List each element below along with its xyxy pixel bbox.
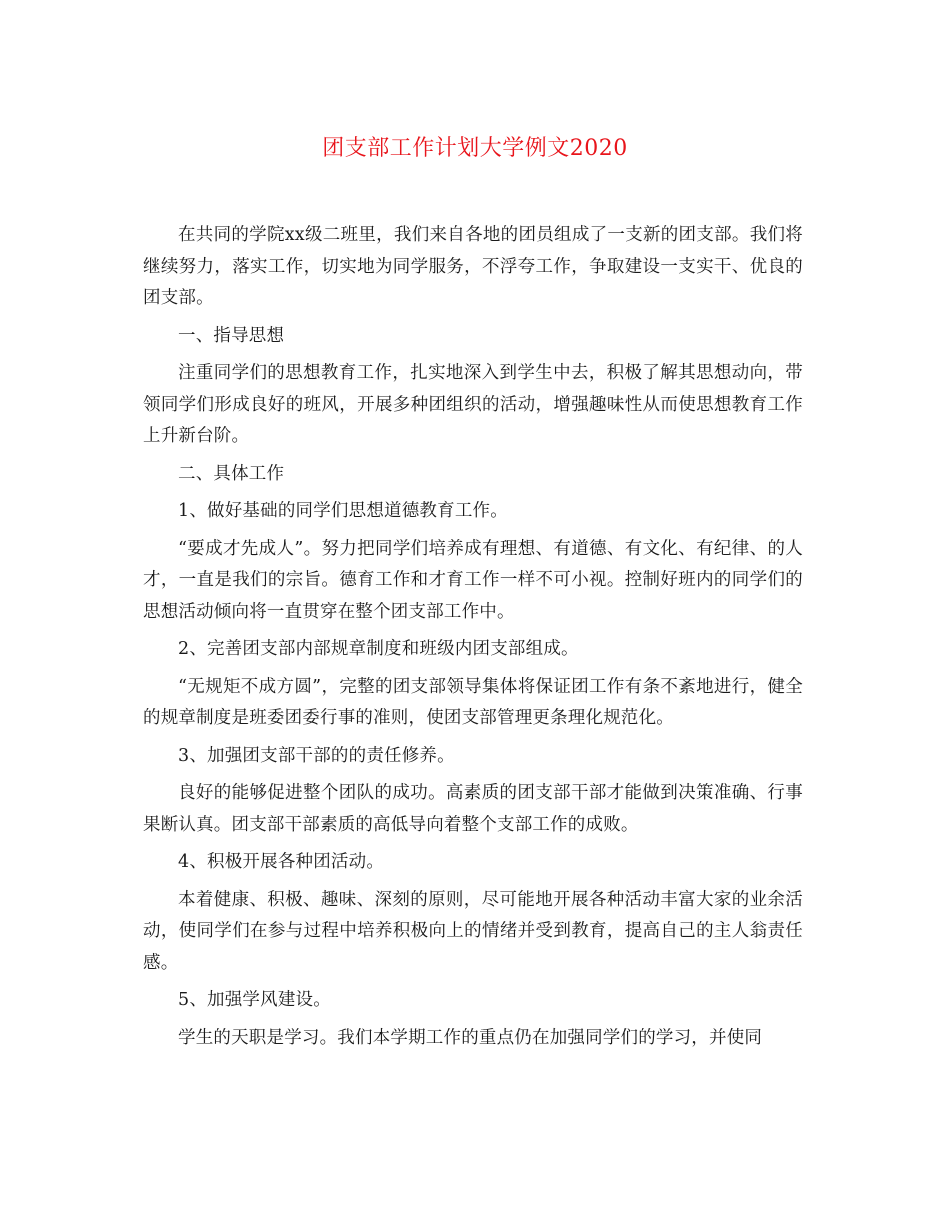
item-heading-1: 1、做好基础的同学们思想道德教育工作。: [178, 501, 508, 521]
document-body: [143, 220, 803, 1060]
paragraph-intro: 在共同的学院xx级二班里，我们来自各地的团员组成了一支新的团支部。我们将继续努力，落实工作，切实地为同学服务，不浮夸工作，争取建设一支实干、优良的团支部。: [143, 225, 803, 308]
item-heading-2: 2、完善团支部内部规章制度和班级内团支部组成。: [178, 639, 579, 659]
item-heading-3: 3、加强团支部干部的的责任修养。: [178, 745, 455, 766]
heading-specific-work: 二、具体工作: [178, 463, 285, 484]
item-paragraph-4: 本着健康、积极、趣味、深刻的原则，尽可能地开展各种活动丰富大家的业余活动，使同学们在参与过程中培养积极向上的情绪并受到教育，提高自己的主人翁责任感。: [143, 889, 803, 973]
item-paragraph-1: “要成才先成人”。努力把同学们培养成有理想、有道德、有文化、有纪律、的人才，一直是我们的宗旨。德育工作和才育工作一样不可小视。控制好班内的同学们的思想活动倾向将一直贯穿在整个团支部工作中。: [143, 538, 803, 622]
item-heading-4: 4、积极开展各种团活动。: [178, 852, 385, 872]
item-paragraph-2: “无规矩不成方圆”，完整的团支部领导集体将保证团工作有条不紊地进行，健全的规章制度是班委团委行事的准则，使团支部管理更条理化规范化。: [143, 676, 803, 728]
heading-guiding-thought: 一、指导思想: [178, 325, 285, 346]
document-title: 团支部工作计划大学例文2020: [322, 136, 628, 161]
item-paragraph-3: 良好的能够促进整个团队的成功。高素质的团支部干部才能做到决策准确、行事果断认真。团支部干部素质的高低导向着整个支部工作的成败。: [143, 783, 803, 835]
paragraph-guiding-thought: 注重同学们的思想教育工作，扎实地深入到学生中去，积极了解其思想动向，带领同学们形成良好的班风，开展多种团组织的活动，增强趣味性从而使思想教育工作上升新台阶。: [143, 363, 803, 446]
item-heading-5: 5、加强学风建设。: [178, 990, 331, 1010]
item-paragraph-5: 学生的天职是学习。我们本学期工作的重点仍在加强同学们的学习，并使同: [178, 1027, 763, 1048]
